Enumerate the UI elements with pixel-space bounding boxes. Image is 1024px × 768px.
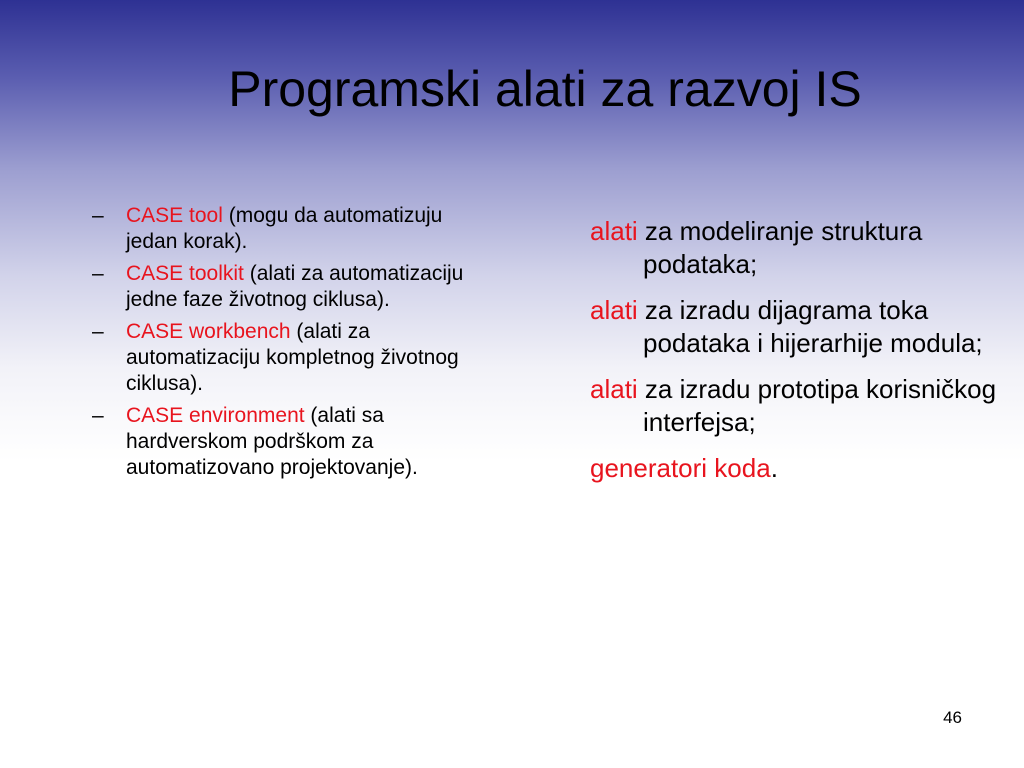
page-number: 46	[943, 708, 962, 727]
item-highlight: alati	[590, 374, 638, 404]
list-item	[92, 261, 472, 313]
list-item	[590, 373, 1010, 439]
item-description: za izradu dijagrama toka podataka i hijerarhije modula;	[637, 295, 983, 358]
dash-bullet: –	[92, 320, 104, 343]
list-item	[590, 452, 1010, 485]
tool-types-list	[590, 215, 1010, 498]
item-highlight: CASE workbench	[126, 320, 291, 343]
dash-bullet: –	[92, 262, 104, 285]
item-highlight: CASE toolkit	[126, 262, 244, 285]
item-description: (mogu da automatizuju jedan korak).	[126, 204, 443, 253]
item-description: .	[770, 453, 778, 483]
dash-bullet: –	[92, 404, 104, 427]
item-highlight: alati	[590, 216, 638, 246]
item-description: za modeliranje struktura podataka;	[637, 216, 923, 279]
list-item	[92, 403, 472, 481]
item-highlight: CASE tool	[126, 204, 223, 227]
item-description: (alati za automatizaciju kompletnog životnog ciklusa).	[126, 320, 459, 395]
slide-title: Programski alati za razvoj IS	[228, 61, 862, 117]
item-highlight: CASE environment	[126, 404, 305, 427]
item-highlight: alati	[590, 295, 638, 325]
dash-bullet: –	[92, 204, 104, 227]
case-tool-categories-list	[92, 203, 472, 487]
list-item	[590, 294, 1010, 360]
list-item	[92, 203, 472, 255]
item-description: (alati za automatizaciju jedne faze životnog ciklusa).	[126, 262, 464, 311]
list-item	[92, 319, 472, 397]
item-description: za izradu prototipa korisničkog interfejsa;	[637, 374, 997, 437]
item-description: (alati sa hardverskom podrškom za automatizovano projektovanje).	[126, 404, 418, 479]
list-item	[590, 215, 1010, 281]
item-highlight: generatori koda	[590, 453, 771, 483]
